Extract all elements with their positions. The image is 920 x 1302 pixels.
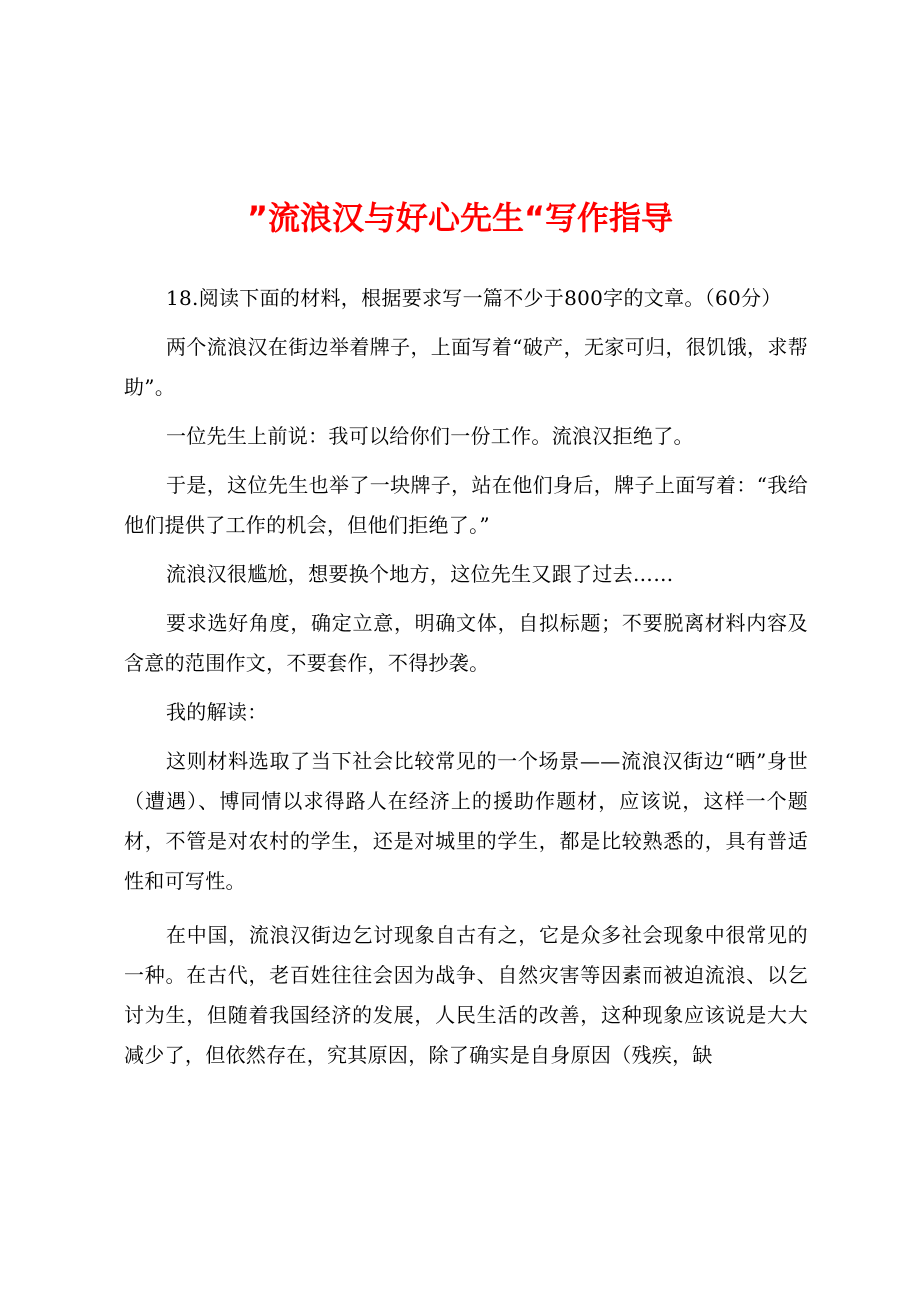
document-body: [124, 278, 808, 1084]
paragraph-material-2: 一位先生上前说：我可以给你们一份工作。流浪汉拒绝了。: [166, 424, 694, 448]
paragraph-interpretation-heading: 我的解读：: [166, 700, 268, 724]
paragraph-material-1: 两个流浪汉在街边举着牌子，上面写着“破产，无家可归，很饥饿，求帮助”。: [124, 335, 808, 399]
paragraph-interpretation-2: 在中国，流浪汉街边乞讨现象自古有之，它是众多社会现象中很常见的一种。在古代，老百姓往往会因为战争、自然灾害等因素而被迫流浪、以乞讨为生，但随着我国经济的发展，人民生活的改善，这种现象应该说是大大减少了，但依然存在，究其原因，除了确实是自身原因（残疾，缺: [124, 923, 808, 1067]
paragraph-interpretation-1: 这则材料选取了当下社会比较常见的一个场景——流浪汉街边“晒”身世（遭遇）、博同情以求得路人在经济上的援助作题材，应该说，这样一个题材，不管是对农村的学生，还是对城里的学生，都是比较熟悉的，具有普适性和可写性。: [124, 749, 808, 893]
paragraph-question: 18.阅读下面的材料，根据要求写一篇不少于800字的文章。（60分）: [166, 286, 782, 310]
paragraph-material-4: 流浪汉很尴尬，想要换个地方，这位先生又跟了过去……: [166, 562, 674, 586]
document-title: ”流浪汉与好心先生“写作指导: [246, 199, 674, 237]
paragraph-material-3: 于是，这位先生也举了一块牌子，站在他们身后，牌子上面写着：“我给他们提供了工作的机会，但他们拒绝了。”: [124, 473, 808, 537]
paragraph-requirements: 要求选好角度，确定立意，明确文体，自拟标题；不要脱离材料内容及含意的范围作文，不要套作，不得抄袭。: [124, 611, 808, 675]
